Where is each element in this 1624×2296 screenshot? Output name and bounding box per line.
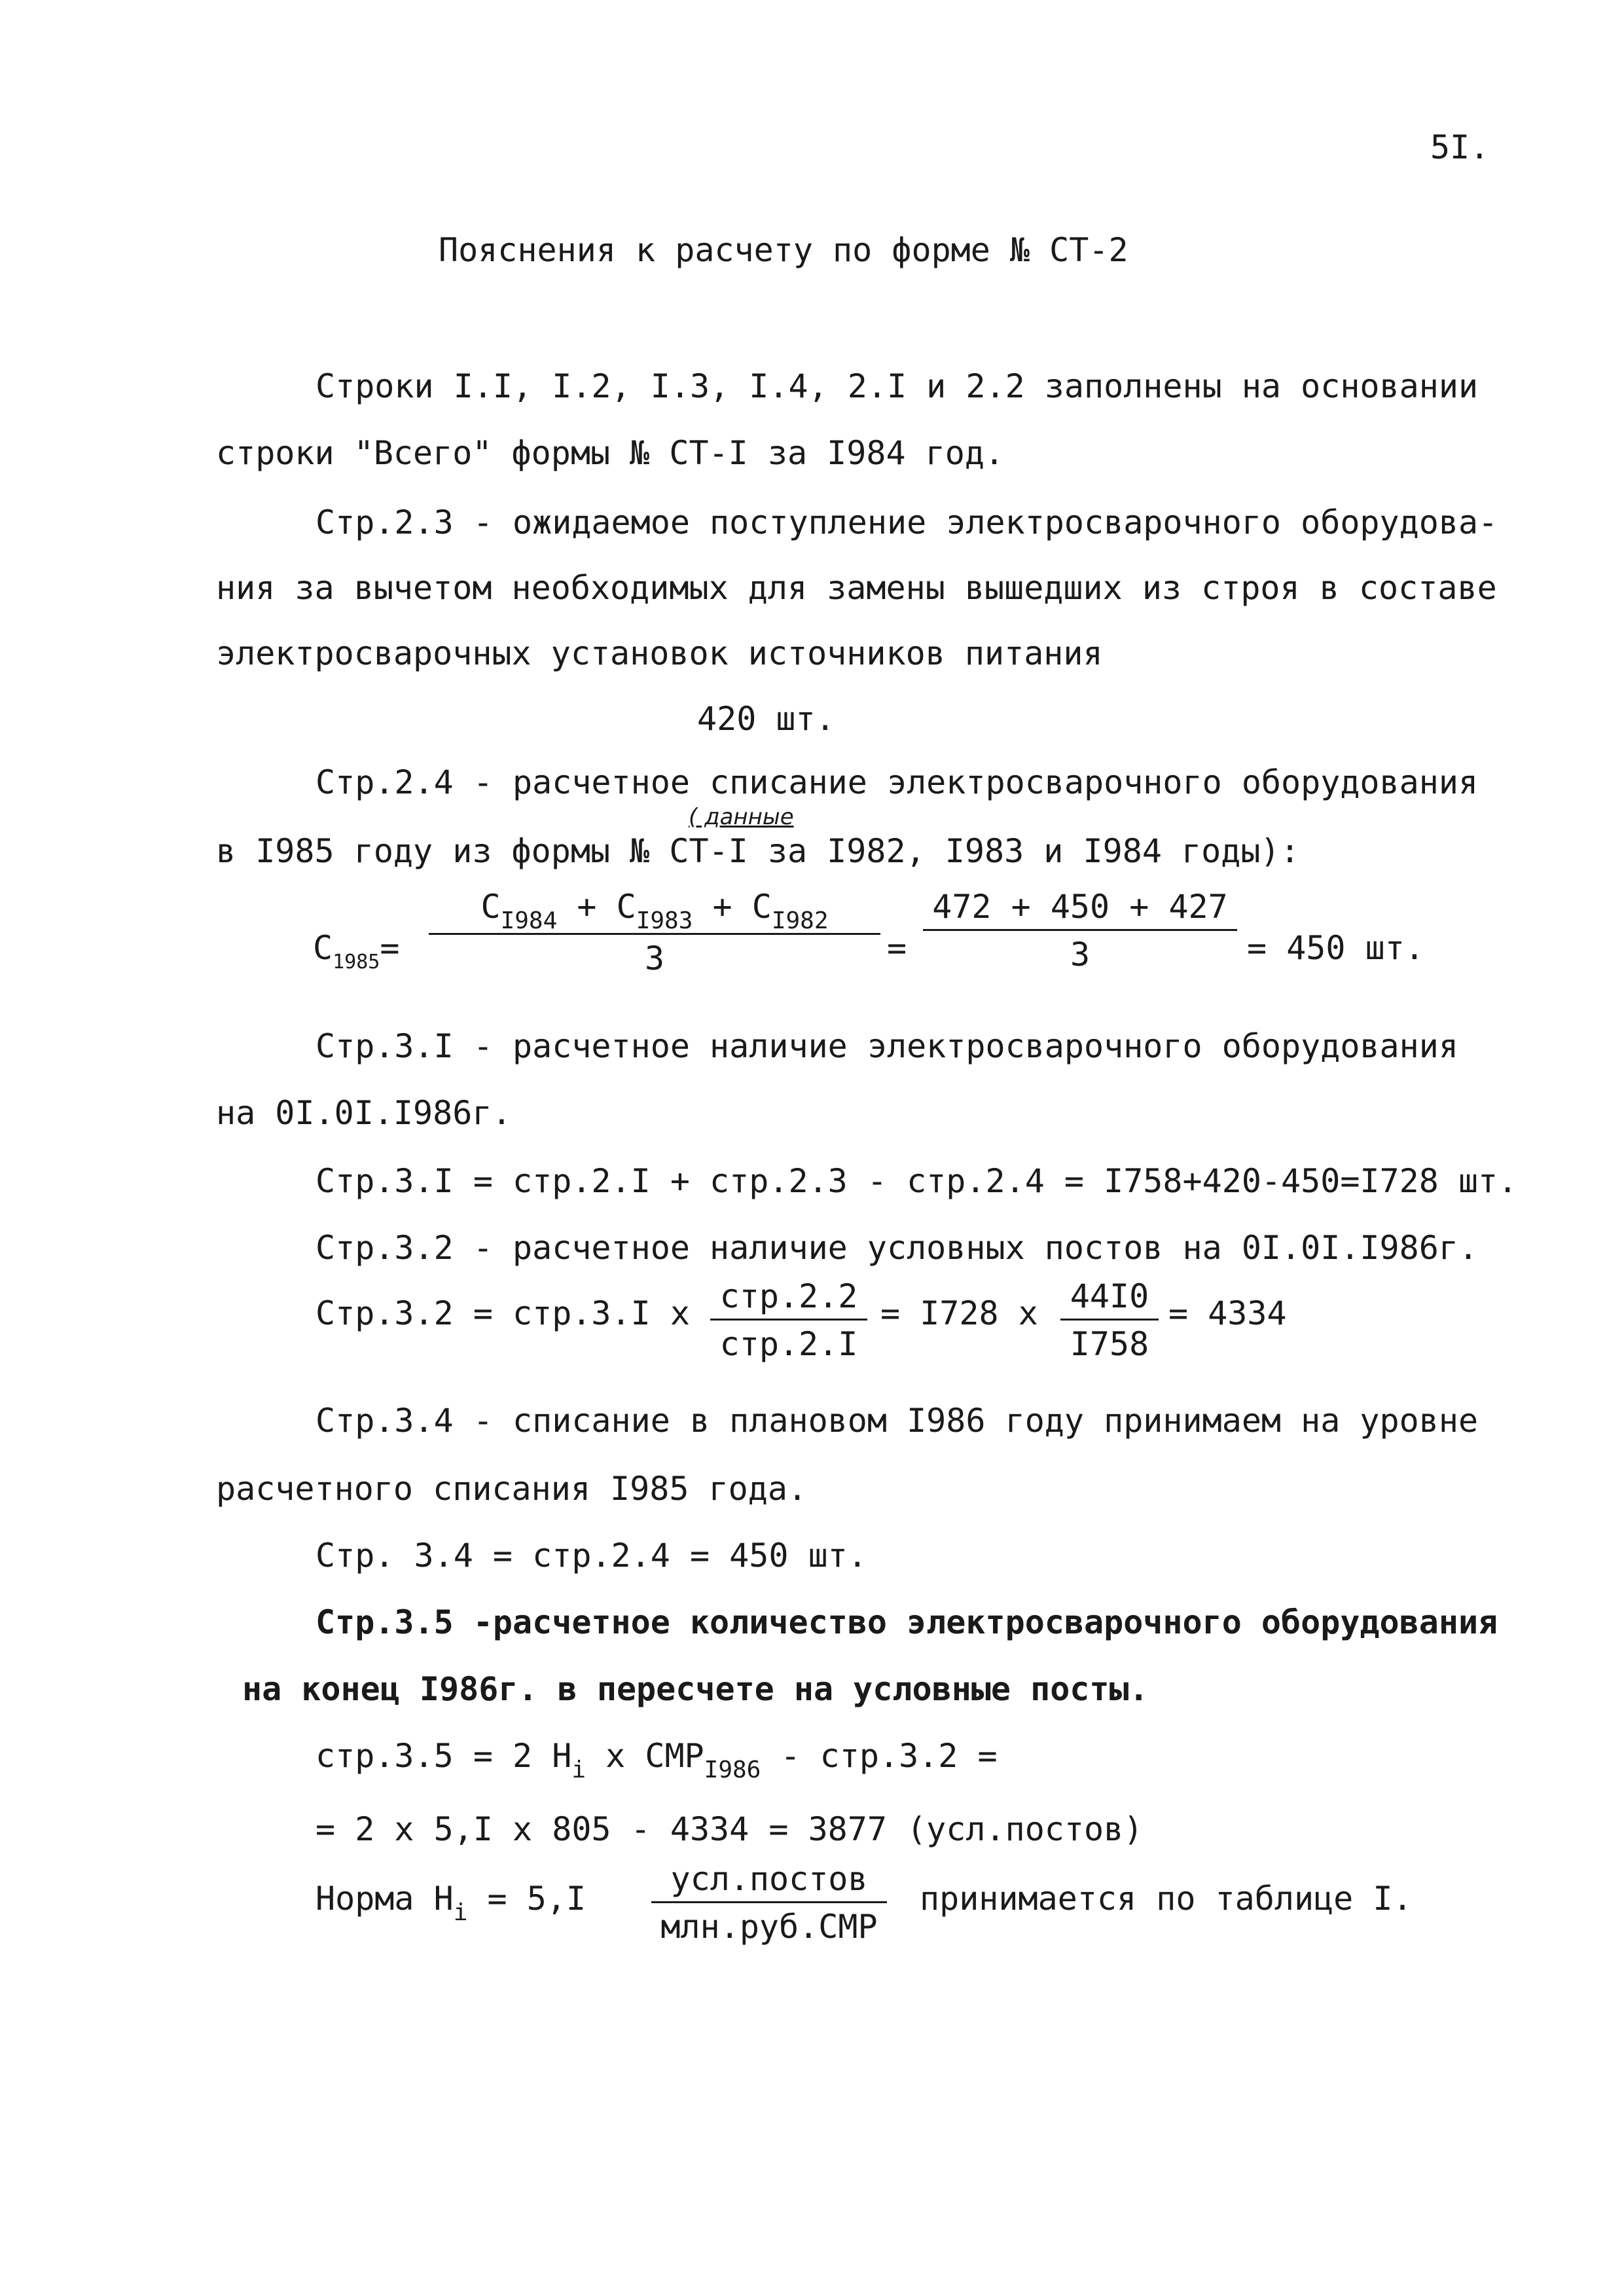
formula-c1985-fraction-2: 472 + 450 + 427 3	[923, 887, 1237, 974]
paragraph-2-value: 420 шт.	[697, 700, 835, 738]
formula-c1985-lhs: $C_{1985}=$	[313, 929, 400, 974]
formula-c1985-result: = 450 шт.	[1247, 929, 1424, 967]
paragraph-5-line-2: расчетного списания I985 года.	[216, 1470, 808, 1508]
formula-str32-result: = 4334	[1168, 1294, 1287, 1332]
formula-c1985-fraction-1: $C_{I984} + C_{I983} + C_{I982}$ 3	[429, 887, 880, 978]
formula-str32-lhs: Стр.3.2 = стр.3.I х	[316, 1294, 690, 1332]
paragraph-4-line-2: на 0I.0I.I986г.	[216, 1094, 512, 1132]
paragraph-6-line-2: на конец I986г. в пересчете на условные посты.	[242, 1670, 1149, 1708]
paragraph-4-line-4: Стр.3.2 - расчетное наличие условных постов на 0I.0I.I986г.	[316, 1229, 1479, 1267]
norm-line-end: принимается по таблице I.	[920, 1880, 1413, 1918]
formula-str32-fraction-1: стр.2.2 стр.2.I	[710, 1277, 867, 1364]
norm-line: Норма $Н_i = 5,I$	[316, 1880, 586, 1926]
paragraph-3-line-1: Стр.2.4 - расчетное списание электросварочного оборудования	[316, 763, 1479, 801]
paragraph-2-line-3: электросварочных установок источников питания	[216, 634, 1103, 672]
paragraph-4-line-1: Стр.3.I - расчетное наличие электросварочного оборудования	[316, 1027, 1458, 1065]
formula-c1985-eq: =	[887, 929, 907, 967]
paragraph-5-line-3: Стр. 3.4 = стр.2.4 = 450 шт.	[316, 1537, 867, 1575]
paragraph-6-line-1: Стр.3.5 -расчетное количество электросварочного оборудования	[316, 1603, 1498, 1641]
formula-str32-fraction-2: 44I0 I758	[1060, 1277, 1159, 1364]
handwritten-insert: ( данные	[689, 804, 794, 830]
formula-str32-mid: = I728 х	[880, 1294, 1038, 1332]
paragraph-1-line-2: строки "Всего" формы № СТ-I за I984 год.	[216, 434, 1005, 472]
paragraph-2-line-1: Стр.2.3 - ожидаемое поступление электросварочного оборудова-	[316, 503, 1498, 541]
page-number: 5I.	[1430, 128, 1490, 166]
norm-fraction: усл.постов млн.руб.СМР	[651, 1859, 887, 1946]
paragraph-1-line-1: Строки I.I, I.2, I.3, I.4, 2.I и 2.2 заполнены на основании	[316, 367, 1479, 405]
page-title: Пояснения к расчету по форме № СТ-2	[439, 231, 1128, 269]
formula-str35-line-1: стр.3.5 = 2 $Н_i$ х $СМР_{I986} - стр.3.2$ =	[316, 1737, 998, 1783]
formula-str35-line-2: = 2 х 5,I х 805 - 4334 = 3877 (усл.постов)	[316, 1810, 1144, 1848]
paragraph-3-line-2: в I985 году из формы № СТ-I за I982, I983 и I984 годы):	[216, 832, 1300, 870]
paragraph-5-line-1: Стр.3.4 - списание в плановом I986 году принимаем на уровне	[316, 1402, 1479, 1440]
paragraph-2-line-2: ния за вычетом необходимых для замены вышедших из строя в составе	[216, 569, 1497, 607]
paragraph-4-line-3: Стр.3.I = стр.2.I + стр.2.3 - стр.2.4 = I758+420-450=I728 шт.	[316, 1162, 1518, 1200]
